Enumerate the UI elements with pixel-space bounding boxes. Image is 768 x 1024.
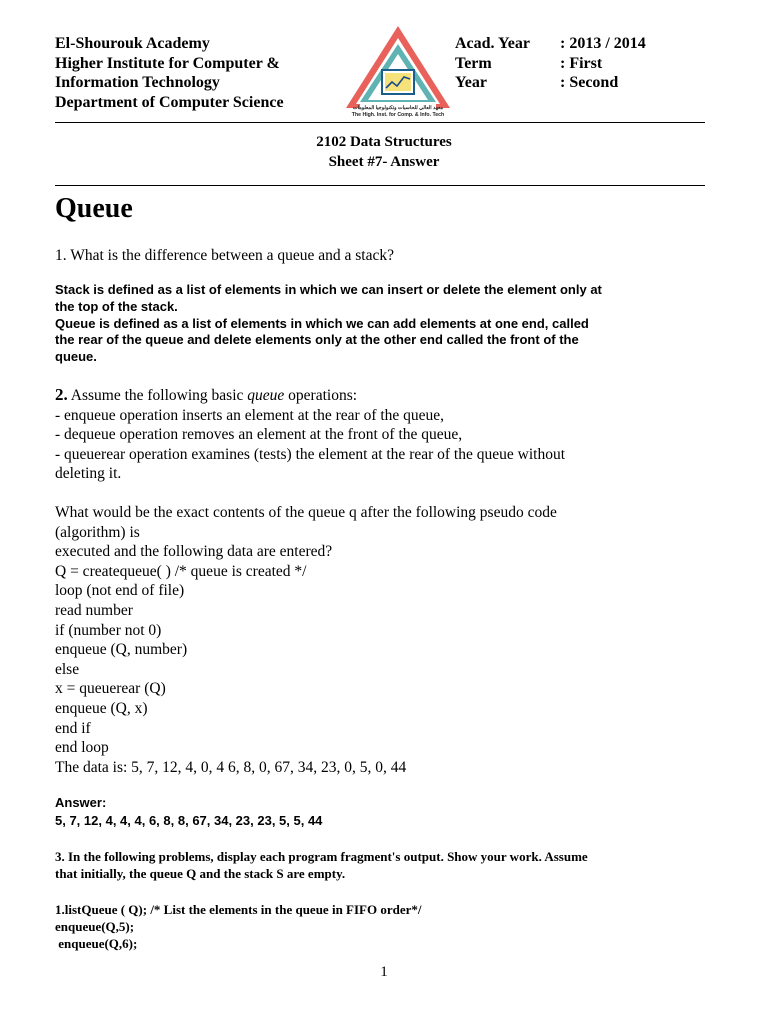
info-value: : First — [560, 54, 603, 72]
institution-line: Higher Institute for Computer & — [55, 54, 280, 72]
code-line: enqueue(Q,6); — [55, 936, 138, 951]
intro-line: 3. In the following problems, display each program fragment's output. Show your work. Assume — [55, 849, 588, 864]
answer-line: the top of the stack. — [55, 298, 178, 314]
code-line: end if — [55, 719, 91, 737]
code-line: if (number not 0) — [55, 621, 162, 639]
divider-line — [55, 122, 705, 123]
code-line: 1.listQueue ( Q); /* List the elements in the queue in FIFO order*/ — [55, 902, 422, 917]
section-heading: Queue — [55, 193, 133, 224]
info-key: Year — [455, 74, 487, 92]
intro-italic: queue — [247, 387, 285, 404]
answer-label: Answer: — [55, 795, 107, 810]
question-1: 1. What is the difference between a queue and a stack? — [55, 247, 394, 264]
info-value: : Second — [560, 74, 619, 92]
code-line: enqueue (Q, x) — [55, 699, 148, 717]
question-3-code — [55, 901, 715, 952]
answer-line: the rear of the queue and delete elements only at the other end called the front of the — [55, 332, 579, 348]
svg-text:The High. Inst. for Comp. & In: The High. Inst. for Comp. & Info. Tech — [351, 112, 445, 118]
intro-text: Assume the following basic — [67, 387, 248, 404]
info-row — [455, 54, 646, 74]
answer-value: 5, 7, 12, 4, 4, 4, 6, 8, 8, 67, 34, 23, 23, 5, 5, 44 — [55, 813, 323, 828]
course-title: 2102 Data Structures — [316, 134, 452, 150]
answer-2 — [55, 794, 715, 830]
intro-line: that initially, the queue Q and the stack S are empty. — [55, 866, 346, 881]
data-line: The data is: 5, 7, 12, 4, 0, 4 6, 8, 0, 67, 34, 23, 0, 5, 0, 44 — [55, 758, 407, 776]
info-key: Term — [455, 54, 492, 72]
institute-logo — [338, 22, 458, 118]
code-line: else — [55, 660, 80, 678]
institution-line: Information Technology — [55, 74, 220, 92]
code-line: loop (not end of file) — [55, 582, 185, 600]
page-number: 1 — [380, 964, 388, 980]
code-line: enqueue(Q,5); — [55, 919, 135, 934]
intro-text: operations: — [284, 387, 358, 404]
info-row — [455, 34, 646, 54]
code-line: end loop — [55, 739, 109, 757]
body-line: (algorithm) is — [55, 523, 140, 541]
operation-line: - queuerear operation examines (tests) the element at the rear of the queue without — [55, 445, 565, 463]
institution-line: Department of Computer Science — [55, 93, 284, 111]
document-header — [55, 34, 707, 116]
question-number: 2. — [55, 385, 68, 404]
info-key: Acad. Year — [455, 35, 530, 52]
operation-line: deleting it. — [55, 465, 122, 483]
answer-1 — [55, 282, 715, 366]
answer-line: Stack is defined as a list of elements in which we can insert or delete the element only at — [55, 282, 602, 297]
code-line: x = queuerear (Q) — [55, 680, 166, 698]
academic-info — [455, 34, 646, 93]
operation-line: - dequeue operation removes an element at the front of the queue, — [55, 426, 463, 444]
divider-line — [55, 185, 705, 186]
info-value: : 2013 / 2014 — [560, 35, 646, 52]
question-2 — [55, 385, 710, 484]
question-3-intro — [55, 848, 715, 882]
operation-line: - enqueue operation inserts an element at the rear of the queue, — [55, 406, 445, 424]
code-line: read number — [55, 601, 133, 619]
institution-line: El-Shourouk Academy — [55, 35, 210, 52]
body-line: executed and the following data are entered? — [55, 543, 333, 561]
answer-line: queue. — [55, 349, 97, 365]
svg-text:معهد العالي للحاسبات وتكنولوجي: معهد العالي للحاسبات وتكنولوجيا المعلومات — [352, 105, 444, 111]
institution-block — [55, 34, 284, 112]
pseudo-code-block — [55, 503, 710, 777]
answer-line: Queue is defined as a list of elements in which we can add elements at one end, called — [55, 315, 589, 331]
info-row — [455, 73, 646, 93]
sheet-title: Sheet #7- Answer — [328, 154, 440, 170]
code-line: enqueue (Q, number) — [55, 641, 188, 659]
code-line: Q = createqueue( ) /* queue is created */ — [55, 562, 307, 580]
body-line: What would be the exact contents of the queue q after the following pseudo code — [55, 504, 557, 521]
question-2-intro — [55, 385, 710, 406]
